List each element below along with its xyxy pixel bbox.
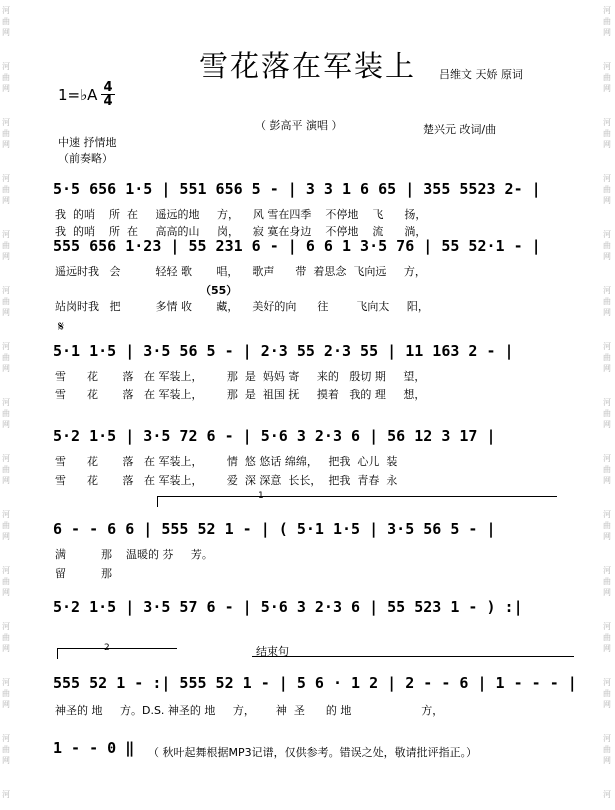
watermark-glyph: 网 [603, 364, 611, 373]
watermark-glyph: 曲 [2, 465, 10, 474]
watermark-glyph: 曲 [2, 521, 10, 530]
lyric-line-5-verse-1: 满 那 温暖的 芬 芳。 [55, 548, 213, 561]
watermark-glyph: 网 [603, 252, 611, 261]
watermark-glyph: 曲 [603, 185, 611, 194]
watermark-glyph: 河 [2, 510, 10, 519]
transcription-footnote: （ 秋叶起舞根据MP3记谱，仅供参考。错误之处，敬请批评指正。） [148, 746, 478, 759]
watermark-glyph: 河 [2, 454, 10, 463]
lyricist-credit: 吕维文 天娇 原词 [439, 68, 523, 81]
watermark-glyph: 网 [603, 140, 611, 149]
watermark-glyph: 网 [2, 756, 10, 765]
watermark-glyph: 河 [603, 342, 611, 351]
lyric-line-5-verse-2: 留 那 [55, 567, 112, 580]
volta-2-bracket [57, 648, 177, 649]
time-signature [101, 81, 115, 108]
watermark-glyph: 曲 [2, 689, 10, 698]
score-line-4: 5·2 1·5 | 3·5 72 6 - | 5·6 3 2·3 6 | 56 12 3 17 | [53, 427, 496, 445]
watermark-glyph: 网 [2, 308, 10, 317]
watermark-glyph: 河 [603, 734, 611, 743]
watermark-glyph: 网 [603, 28, 611, 37]
watermark-glyph: 河 [603, 510, 611, 519]
watermark-glyph: 河 [603, 790, 611, 799]
score-line-6: 5·2 1·5 | 3·5 57 6 - | 5·6 3 2·3 6 | 55 523 1 - ) :| [53, 598, 523, 616]
volta-1-hook [157, 497, 158, 507]
watermark-glyph: 曲 [603, 73, 611, 82]
watermark-glyph: 曲 [2, 745, 10, 754]
lyric-line-1-verse-2: 我 的哨 所 在 高高的山 岗， 寂 寞在身边 不停地 流 淌， [55, 225, 427, 238]
watermark-glyph: 网 [603, 700, 611, 709]
watermark-glyph: 河 [2, 62, 10, 71]
watermark-glyph: 曲 [603, 577, 611, 586]
watermark-glyph: 曲 [603, 689, 611, 698]
watermark-glyph: 曲 [2, 241, 10, 250]
watermark-glyph: 网 [603, 756, 611, 765]
watermark-glyph: 河 [2, 734, 10, 743]
watermark-left [0, 0, 14, 810]
score-line-8: 1 - - 0 ‖ [53, 739, 135, 757]
score-line-3: 5·1 1·5 | 3·5 56 5 - | 2·3 55 2·3 55 | 11 163 2 - | [53, 342, 514, 360]
watermark-glyph: 曲 [2, 185, 10, 194]
watermark-glyph: 曲 [2, 129, 10, 138]
watermark-glyph: 网 [2, 28, 10, 37]
lyric-line-2-verse-2: 站岗时我 把 多情 收 藏， 美好的向 往 飞向太 阳， [55, 300, 429, 313]
volta-2-hook [57, 649, 58, 659]
watermark-glyph: 河 [2, 678, 10, 687]
tempo-marking: 中速 抒情地 [58, 136, 117, 149]
watermark-glyph: 河 [603, 566, 611, 575]
watermark-glyph: 曲 [2, 73, 10, 82]
watermark-glyph: 河 [2, 174, 10, 183]
volta-2-number: 2 [104, 643, 110, 653]
watermark-glyph: 河 [603, 174, 611, 183]
lyric-line-4-verse-1: 雪 花 落 在 军装上， 情 悠 悠话 绵绵， 把我 心儿 装 [55, 455, 398, 468]
watermark-glyph: 网 [603, 196, 611, 205]
watermark-glyph: 网 [603, 84, 611, 93]
lyric-line-2-verse-1: 遥远时我 会 轻轻 歌 唱， 歌声 带 着思念 飞向远 方， [55, 265, 426, 278]
watermark-glyph: 曲 [2, 353, 10, 362]
intro-note: （前奏略） [58, 152, 113, 165]
watermark-glyph: 曲 [603, 745, 611, 754]
watermark-glyph: 网 [2, 476, 10, 485]
watermark-glyph: 网 [2, 196, 10, 205]
song-title: 雪花落在军装上 [198, 49, 416, 83]
watermark-glyph: 曲 [603, 297, 611, 306]
watermark-glyph: 河 [603, 622, 611, 631]
watermark-glyph: 网 [603, 308, 611, 317]
watermark-glyph: 网 [2, 644, 10, 653]
watermark-glyph: 网 [603, 644, 611, 653]
volta-1-bracket [157, 496, 557, 497]
singer-credit: （ 彭高平 演唱 ） [255, 119, 343, 132]
watermark-glyph: 曲 [603, 241, 611, 250]
watermark-glyph: 网 [603, 420, 611, 429]
lyric-line-3-verse-1: 雪 花 落 在 军装上， 那 是 妈妈 寄 来的 殷切 期 望， [55, 370, 426, 383]
watermark-glyph: 曲 [2, 633, 10, 642]
watermark-glyph: 河 [603, 678, 611, 687]
watermark-glyph: 网 [2, 140, 10, 149]
watermark-glyph: 河 [2, 286, 10, 295]
time-signature-top: 4 [103, 80, 113, 95]
watermark-glyph: 河 [2, 398, 10, 407]
watermark-right [601, 0, 615, 810]
score-line-1: 5·5 656 1·5 | 551 656 5 - | 3 3 1 6 65 | 355 5523 2- | [53, 180, 541, 198]
watermark-glyph: 网 [2, 364, 10, 373]
watermark-glyph: 河 [2, 566, 10, 575]
watermark-glyph: 河 [2, 118, 10, 127]
watermark-glyph: 网 [2, 588, 10, 597]
watermark-glyph: 河 [603, 286, 611, 295]
watermark-glyph: 网 [2, 420, 10, 429]
watermark-glyph: 网 [2, 700, 10, 709]
watermark-glyph: 曲 [603, 129, 611, 138]
watermark-glyph: 河 [603, 6, 611, 15]
watermark-glyph: 河 [2, 6, 10, 15]
score-line-2: 555 656 1·23 | 55 231 6 - | 6 6 1 3·5 76 | 55 52·1 - | [53, 237, 541, 255]
watermark-glyph: 河 [603, 118, 611, 127]
watermark-glyph: 河 [603, 454, 611, 463]
watermark-glyph: 网 [603, 476, 611, 485]
watermark-glyph: 网 [2, 252, 10, 261]
watermark-glyph: 曲 [603, 633, 611, 642]
watermark-glyph: 河 [2, 622, 10, 631]
key-signature: 1=♭A [58, 86, 98, 104]
watermark-glyph: 河 [603, 230, 611, 239]
watermark-glyph: 河 [2, 230, 10, 239]
watermark-glyph: 曲 [603, 409, 611, 418]
watermark-glyph: 网 [603, 588, 611, 597]
watermark-glyph: 河 [2, 790, 10, 799]
segno-sign: 𝄋 [58, 319, 65, 335]
watermark-glyph: 曲 [2, 409, 10, 418]
watermark-glyph: 网 [2, 84, 10, 93]
score-line-7: 555 52 1 - :| 555 52 1 - | 5 6 · 1 2 | 2 - - 6 | 1 - - - | [53, 674, 577, 692]
composer-credit: 楚兴元 改词/曲 [423, 123, 497, 136]
lyric-line-1-verse-1: 我 的哨 所 在 遥远的地 方， 风 雪在四季 不停地 飞 扬， [55, 208, 427, 221]
watermark-glyph: 网 [603, 532, 611, 541]
lyric-line-4-verse-2: 雪 花 落 在 军装上， 爱 深 深意 长长， 把我 青春 永 [55, 474, 398, 487]
watermark-glyph: 河 [603, 398, 611, 407]
lyric-line-3-verse-2: 雪 花 落 在 军装上， 那 是 祖国 抚 摸着 我的 理 想， [55, 388, 426, 401]
watermark-glyph: 曲 [2, 577, 10, 586]
score-line-5: 6 - - 6 6 | 555 52 1 - | ( 5·1 1·5 | 3·5 56 5 - | [53, 520, 496, 538]
watermark-glyph: 网 [2, 532, 10, 541]
watermark-glyph: 河 [2, 342, 10, 351]
time-signature-bottom: 4 [101, 94, 115, 108]
alternate-notes-marker: （55） [200, 284, 238, 297]
volta-1-number: 1 [258, 491, 264, 501]
watermark-glyph: 曲 [603, 17, 611, 26]
watermark-glyph: 曲 [603, 353, 611, 362]
watermark-glyph: 曲 [603, 521, 611, 530]
watermark-glyph: 曲 [2, 297, 10, 306]
ending-phrase-label: 结束句 [256, 645, 289, 658]
watermark-glyph: 曲 [603, 465, 611, 474]
watermark-glyph: 曲 [2, 17, 10, 26]
lyric-line-7: 神圣的 地 方。D.S. 神圣的 地 方， 神 圣 的 地 方， [55, 704, 444, 717]
watermark-glyph: 河 [603, 62, 611, 71]
ending-phrase-line [252, 656, 574, 657]
